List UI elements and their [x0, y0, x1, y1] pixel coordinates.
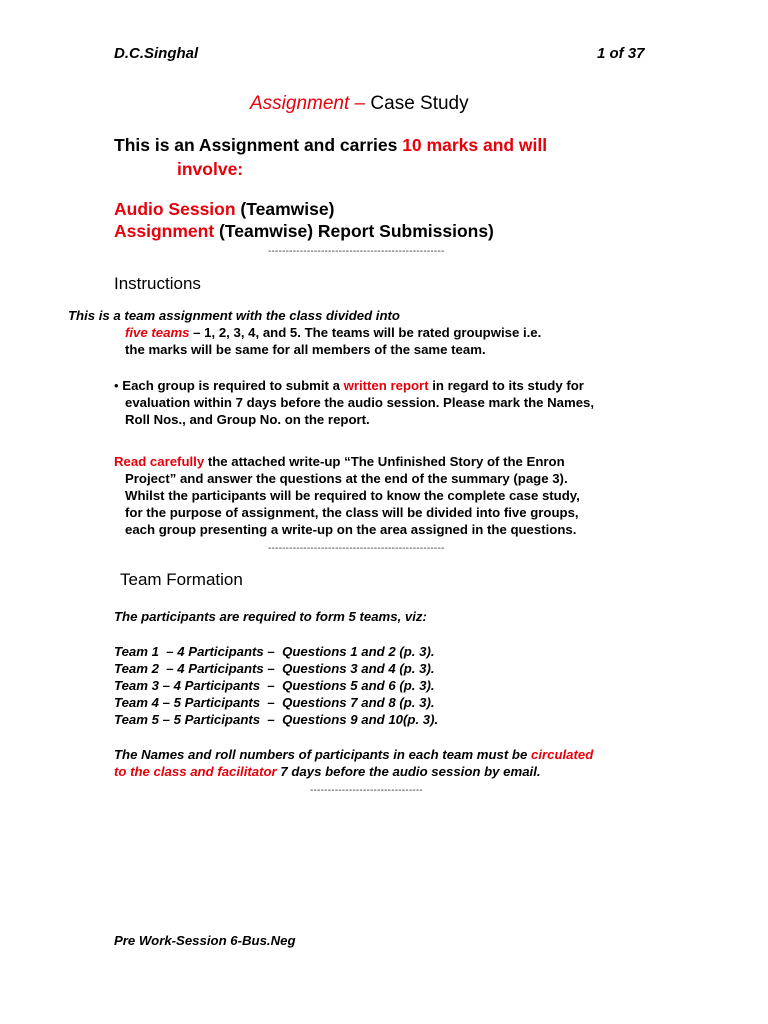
title-assignment: Assignment –	[250, 93, 371, 114]
team-row: Team 1 – 4 Participants – Questions 1 and 2 (p. 3).	[114, 644, 435, 659]
title-case-study: Case Study	[370, 93, 469, 114]
closing-line-1	[114, 747, 593, 762]
instr-p1-line3: the marks will be same for all members of the same team.	[125, 342, 486, 357]
team-formation-heading: Team Formation	[120, 570, 243, 589]
audio-session-label: Audio Session	[114, 199, 236, 219]
header-author: D.C.Singhal	[114, 45, 199, 62]
page-title	[250, 93, 469, 115]
circulated-text: circulated	[530, 747, 594, 762]
class-facilitator-text: to the class and facilitator	[114, 764, 277, 779]
instr-p1-line1: This is a team assignment with the class divided into	[68, 308, 400, 323]
p3-text: the attached write-up “The Unfinished Story of the Enron	[204, 454, 565, 469]
assignment-report: (Teamwise) Report Submissions)	[214, 221, 494, 241]
instr-p1-line2	[125, 325, 541, 340]
footer-text: Pre Work-Session 6-Bus.Neg	[114, 933, 296, 948]
instr-p3-line5: each group presenting a write-up on the area assigned in the questions.	[125, 522, 577, 537]
audio-session-teamwise: (Teamwise)	[235, 199, 335, 219]
instr-p2-line1	[114, 378, 584, 393]
team-formation-intro: The participants are required to form 5 teams, viz:	[114, 609, 427, 624]
closing-text-b: 7 days before the audio session by email.	[276, 764, 541, 779]
team-row: Team 4 – 5 Participants – Questions 7 and 8 (p. 3).	[114, 695, 435, 710]
team-row: Team 2 – 4 Participants – Questions 3 and 4 (p. 3).	[114, 661, 435, 676]
instr-p3-line4: for the purpose of assignment, the class will be divided into five groups,	[125, 505, 579, 520]
header-page-number: 1 of 37	[597, 45, 645, 62]
closing-text-a: The Names and roll numbers of participants in each team must be	[114, 747, 531, 762]
written-report-text: written report	[343, 378, 429, 393]
instr-p3-line3: Whilst the participants will be required to know the complete case study,	[125, 488, 580, 503]
intro-line-1	[114, 135, 547, 156]
teams-list-text: – 1, 2, 3, 4, and 5. The teams will be rated groupwise i.e.	[189, 325, 542, 340]
assignment-line	[114, 221, 494, 242]
instr-p2-line3: Roll Nos., and Group No. on the report.	[125, 412, 370, 427]
instr-p3-line2: Project” and answer the questions at the end of the summary (page 3).	[125, 471, 568, 486]
audio-session-line	[114, 199, 334, 220]
instructions-heading: Instructions	[114, 274, 201, 293]
read-carefully-text: Read carefully	[114, 454, 205, 469]
p2-text-a: Each group is required to submit a	[118, 378, 344, 393]
divider-2: --------------------------------------------------	[268, 543, 445, 554]
intro-text: This is an Assignment and carries	[114, 135, 403, 155]
p2-text-b: in regard to its study for	[428, 378, 584, 393]
intro-marks: 10 marks and will	[402, 135, 548, 155]
five-teams-text: five teams	[125, 325, 190, 340]
divider-3: --------------------------------	[310, 785, 423, 796]
intro-line-2: involve:	[177, 159, 244, 179]
divider-1: --------------------------------------------------	[268, 246, 445, 257]
assignment-label: Assignment	[114, 221, 215, 241]
bullet-icon: •	[114, 378, 119, 393]
instr-p2-line2: evaluation within 7 days before the audio session. Please mark the Names,	[125, 395, 595, 410]
instr-p3-line1	[114, 454, 565, 469]
closing-line-2	[114, 764, 541, 779]
team-row: Team 5 – 5 Participants – Questions 9 and 10(p. 3).	[114, 712, 439, 727]
team-row: Team 3 – 4 Participants – Questions 5 and 6 (p. 3).	[114, 678, 435, 693]
